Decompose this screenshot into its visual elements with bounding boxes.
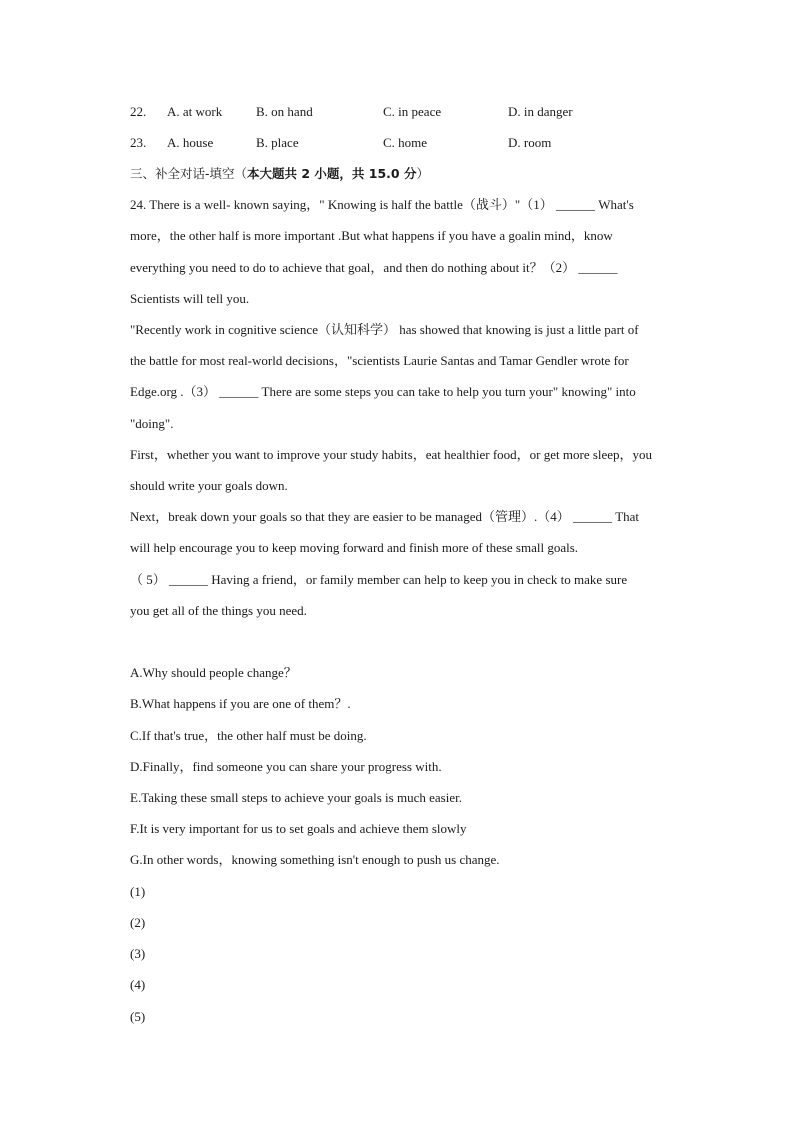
passage-line: Next，break down your goals so that they are easier to be managed（管理）.（4） ______ That <box>130 509 640 524</box>
passage-line: everything you need to do to achieve that goal，and then do nothing about it？（2） ______ <box>130 260 618 275</box>
passage-line: will help encourage you to keep moving forward and finish more of these small goals. <box>130 540 579 555</box>
passage-line: Scientists will tell you. <box>130 291 250 306</box>
passage-line: you get all of the things you need. <box>130 603 307 618</box>
option-d: D. in danger <box>508 104 573 119</box>
section-info: 本大题共 2 小题，共 15.0 分 <box>247 166 417 181</box>
option-d: D. room <box>508 135 552 150</box>
option-c: C. home <box>383 135 428 150</box>
answer-blank[interactable]: (3) <box>130 946 146 961</box>
answer-blank[interactable]: (5) <box>130 1009 146 1024</box>
option-a: A. house <box>167 135 214 150</box>
choice-item: G.In other words，knowing something isn't enough to push us change. <box>130 852 500 867</box>
section-heading <box>130 166 429 182</box>
passage-line: （ 5） ______ Having a friend，or family member can help to keep you in check to make sure <box>130 572 628 587</box>
choice-item: F.It is very important for us to set goals and achieve them slowly <box>130 821 467 836</box>
option-a: A. at work <box>167 104 223 119</box>
question-number: 22. <box>130 104 147 119</box>
section-paren-close: ） <box>416 166 429 181</box>
section-paren-open: （ <box>234 166 248 181</box>
passage-line: First，whether you want to improve your study habits，eat healthier food，or get more sleep，you <box>130 447 653 462</box>
passage-line: 24. There is a well- known saying，" Knowing is half the battle（战斗）"（1） ______ What's <box>130 197 634 212</box>
answer-blank[interactable]: (2) <box>130 915 146 930</box>
choice-item: B.What happens if you are one of them？. <box>130 696 351 711</box>
option-c: C. in peace <box>383 104 442 119</box>
option-b: B. place <box>256 135 299 150</box>
choice-item: A.Why should people change？ <box>130 665 297 680</box>
passage-line: the battle for most real-world decisions，"scientists Laurie Santas and Tamar Gendler wrote for <box>130 353 629 368</box>
option-b: B. on hand <box>256 104 313 119</box>
choice-item: E.Taking these small steps to achieve your goals is much easier. <box>130 790 462 805</box>
passage-line: should write your goals down. <box>130 478 288 493</box>
answer-blank[interactable]: (1) <box>130 884 146 899</box>
passage-line: "Recently work in cognitive science（认知科学） has showed that knowing is just a little part of <box>130 322 639 337</box>
question-number: 23. <box>130 135 147 150</box>
passage-line: "doing". <box>130 416 174 431</box>
answer-blank[interactable]: (4) <box>130 977 146 992</box>
choice-item: D.Finally，find someone you can share your progress with. <box>130 759 442 774</box>
passage-line: Edge.org .（3） ______ There are some steps you can take to help you turn your" knowing" into <box>130 384 636 399</box>
passage-line: more，the other half is more important .But what happens if you have a goalin mind，know <box>130 228 613 243</box>
section-title: 三、补全对话-填空 <box>130 166 235 181</box>
choice-item: C.If that's true，the other half must be doing. <box>130 728 367 743</box>
